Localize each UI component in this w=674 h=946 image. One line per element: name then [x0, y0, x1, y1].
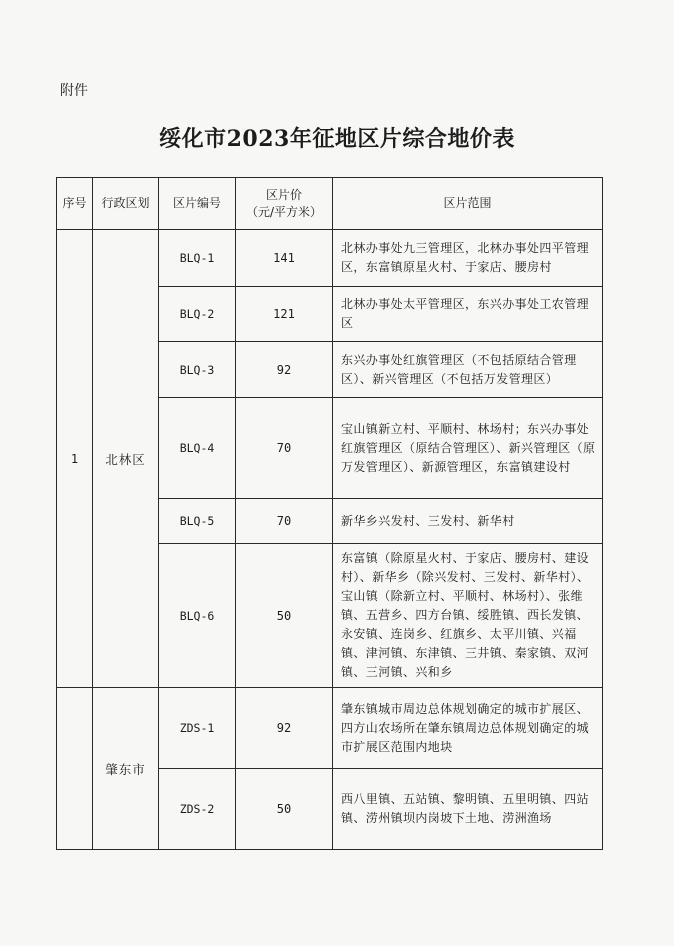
code-cell: ZDS-1 [159, 688, 236, 769]
price-cell: 141 [236, 230, 333, 287]
district-cell: 北林区 [93, 230, 159, 688]
land-price-table [56, 177, 603, 850]
header-price-unit: （元/平方米） [245, 204, 323, 219]
header-price-label: 区片价 [265, 187, 302, 202]
price-cell: 121 [236, 287, 333, 342]
range-cell: 宝山镇新立村、平顺村、林场村；东兴办事处红旗管理区（原结合管理区）、新兴管理区（原万发管理区）、新源管理区，东富镇建设村 [333, 398, 603, 499]
price-cell: 70 [236, 398, 333, 499]
code-cell: BLQ-4 [159, 398, 236, 499]
range-cell: 北林办事处九三管理区，北林办事处四平管理区，东富镇原星火村、于家店、腰房村 [333, 230, 603, 287]
range-cell: 北林办事处太平管理区，东兴办事处工农管理区 [333, 287, 603, 342]
code-cell: BLQ-6 [159, 544, 236, 688]
header-district: 行政区划 [93, 178, 159, 230]
code-cell: BLQ-3 [159, 342, 236, 398]
code-cell: ZDS-2 [159, 769, 236, 850]
code-cell: BLQ-2 [159, 287, 236, 342]
seq-cell [57, 688, 93, 850]
page-title: 绥化市2023年征地区片综合地价表 [159, 126, 515, 152]
code-cell: BLQ-5 [159, 499, 236, 544]
table-row [57, 230, 603, 287]
attachment-label: 附件 [60, 83, 88, 99]
price-cell: 50 [236, 769, 333, 850]
seq-cell: 1 [57, 230, 93, 688]
table-row [57, 688, 603, 769]
header-price [236, 178, 333, 230]
header-seq: 序号 [57, 178, 93, 230]
price-cell: 50 [236, 544, 333, 688]
range-cell: 新华乡兴发村、三发村、新华村 [333, 499, 603, 544]
range-cell: 东富镇（除原星火村、于家店、腰房村、建设村）、新华乡（除兴发村、三发村、新华村）、宝山镇（除新立村、平顺村、林场村）、张维镇、五营乡、四方台镇、绥胜镇、西长发镇、永安镇、连岗乡、红旗乡、太平川镇、兴福镇、津河镇、东津镇、三井镇、秦家镇、双河镇、三河镇、兴和乡 [333, 544, 603, 688]
table-header-row [57, 178, 603, 230]
header-code: 区片编号 [159, 178, 236, 230]
price-cell: 92 [236, 688, 333, 769]
price-cell: 70 [236, 499, 333, 544]
range-cell: 西八里镇、五站镇、黎明镇、五里明镇、四站镇、涝州镇坝内岗坡下土地、涝洲渔场 [333, 769, 603, 850]
district-cell: 肇东市 [93, 688, 159, 850]
header-range: 区片范围 [333, 178, 603, 230]
range-cell: 肇东镇城市周边总体规划确定的城市扩展区、四方山农场所在肇东镇周边总体规划确定的城市扩展区范围内地块 [333, 688, 603, 769]
code-cell: BLQ-1 [159, 230, 236, 287]
range-cell: 东兴办事处红旗管理区（不包括原结合管理区）、新兴管理区（不包括万发管理区） [333, 342, 603, 398]
price-cell: 92 [236, 342, 333, 398]
